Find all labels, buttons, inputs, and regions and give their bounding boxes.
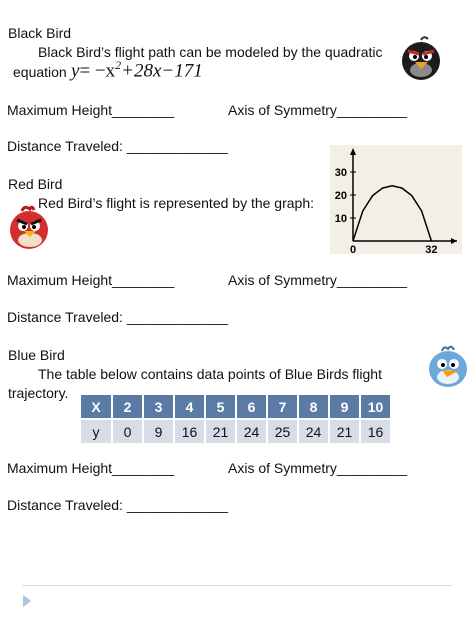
slide-arrow-icon xyxy=(22,594,32,608)
y-header-cell: y xyxy=(80,419,112,444)
blue-axis-symmetry: Axis of Symmetry_________ xyxy=(228,460,407,476)
black-max-height: Maximum Height________ xyxy=(7,102,175,118)
equation-label: equation xyxy=(13,64,67,80)
equation-exponent: 2 xyxy=(115,58,122,72)
x-value-cell: 10 xyxy=(360,394,391,419)
y-value-cell: 24 xyxy=(236,419,267,444)
footer-divider xyxy=(22,585,452,586)
table-row xyxy=(80,419,391,444)
blue-max-height: Maximum Height________ xyxy=(7,460,175,476)
black-bird-title: Black Bird xyxy=(8,25,72,41)
blue-bird-title: Blue Bird xyxy=(8,347,65,363)
red-bird-graph xyxy=(330,145,462,254)
y-tick-label: 10 xyxy=(334,213,347,225)
y-value-cell: 21 xyxy=(329,419,360,444)
y-value-cell: 21 xyxy=(205,419,236,444)
equation-rest: +28x−171 xyxy=(121,60,203,82)
black-bird-icon xyxy=(398,36,444,82)
x-value-cell: 8 xyxy=(298,394,329,419)
black-bird-description: Black Bird’s flight path can be modeled by the quadratic xyxy=(38,44,383,60)
red-bird-icon xyxy=(4,205,52,251)
blue-bird-icon xyxy=(424,343,472,391)
x-value-cell: 6 xyxy=(236,394,267,419)
x-value-cell: 5 xyxy=(205,394,236,419)
x-tick-label: 0 xyxy=(349,244,357,254)
blue-bird-description-cont: trajectory. xyxy=(8,385,69,401)
table-row xyxy=(80,394,391,419)
black-bird-equation xyxy=(71,58,203,82)
black-distance: Distance Traveled: _____________ xyxy=(7,138,229,154)
equation-lhs: = −x xyxy=(79,60,116,82)
x-value-cell: 2 xyxy=(112,394,143,419)
y-tick-label: 20 xyxy=(334,190,347,202)
equation-y: y xyxy=(71,60,80,82)
red-axis-symmetry: Axis of Symmetry_________ xyxy=(228,272,407,288)
graph-background xyxy=(330,145,462,254)
blue-bird-description: The table below contains data points of Blue Birds flight xyxy=(38,366,382,382)
x-header-cell: X xyxy=(80,394,112,419)
y-value-cell: 24 xyxy=(298,419,329,444)
black-axis-symmetry: Axis of Symmetry_________ xyxy=(228,102,407,118)
y-value-cell: 25 xyxy=(267,419,298,444)
red-bird-title: Red Bird xyxy=(8,176,63,192)
y-value-cell: 16 xyxy=(174,419,205,444)
y-tick-label: 30 xyxy=(334,167,347,179)
blue-distance: Distance Traveled: _____________ xyxy=(7,497,229,513)
x-value-cell: 7 xyxy=(267,394,298,419)
red-distance: Distance Traveled: _____________ xyxy=(7,309,229,325)
x-value-cell: 3 xyxy=(143,394,174,419)
y-value-cell: 16 xyxy=(360,419,391,444)
y-value-cell: 0 xyxy=(112,419,143,444)
red-bird-description: Red Bird’s flight is represented by the graph: xyxy=(38,195,315,211)
x-value-cell: 9 xyxy=(329,394,360,419)
x-value-cell: 4 xyxy=(174,394,205,419)
x-tick-label: 32 xyxy=(425,244,438,254)
red-max-height: Maximum Height________ xyxy=(7,272,175,288)
blue-bird-table xyxy=(79,393,392,445)
y-value-cell: 9 xyxy=(143,419,174,444)
